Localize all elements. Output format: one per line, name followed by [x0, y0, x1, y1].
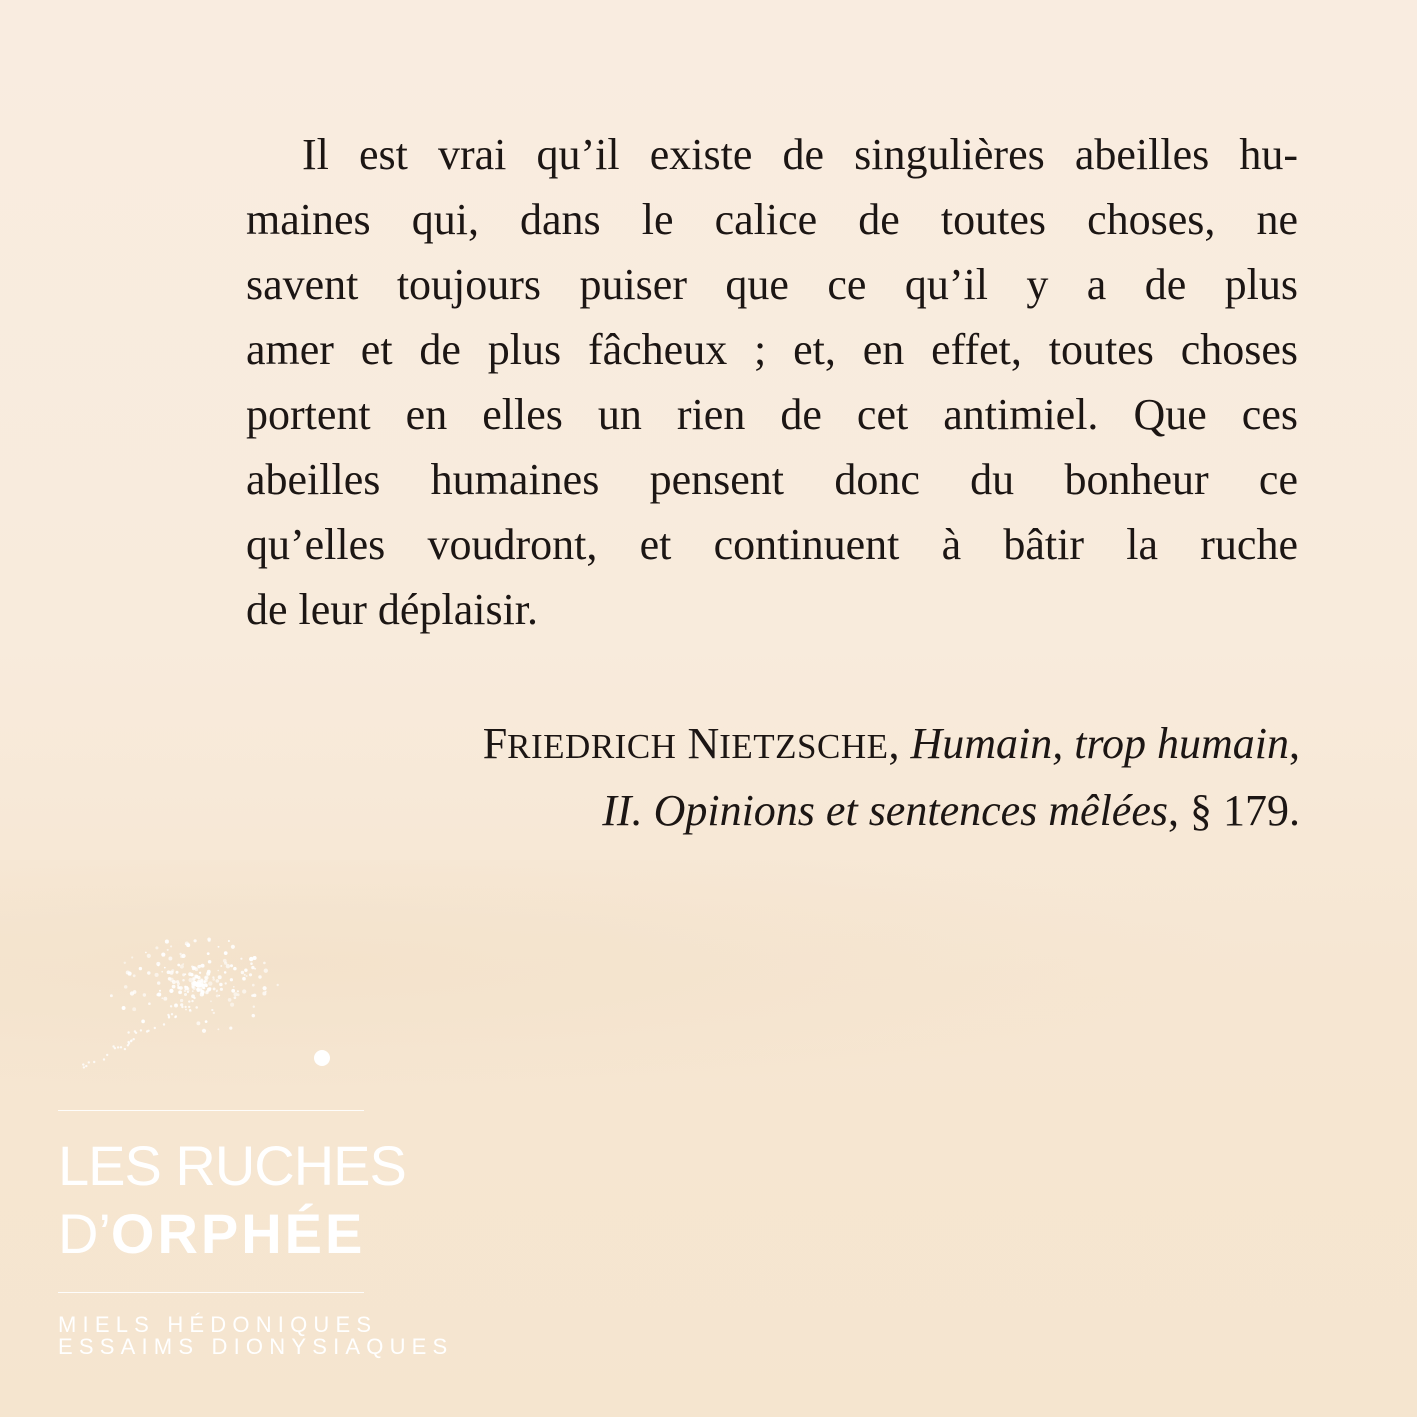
quote-line: abeilles humaines pensent donc du bonheur ce: [246, 455, 1298, 504]
brand-name-line-2: [58, 1200, 378, 1268]
author-initial: F: [482, 719, 508, 768]
tagline-line-1: MIELS HÉDONIQUES: [58, 1312, 378, 1337]
author-smallcaps: RIEDRICH: [507, 727, 677, 766]
author-name: [483, 719, 889, 768]
citation-line-2: [200, 779, 1300, 843]
tagline-line-2: ESSAIMS DIONYSIAQUES: [58, 1334, 454, 1359]
quote-line: qu’elles voudront, et continuent à bâtir la ruche: [246, 520, 1298, 569]
author-initial: N: [687, 719, 720, 768]
section-title: II. Opinions et sentences mêlées: [602, 786, 1168, 835]
citation-comma: ,: [1289, 719, 1300, 768]
brand-name-line-1: LES RUCHES: [58, 1134, 406, 1197]
work-title: Humain, trop humain: [910, 719, 1289, 768]
citation-comma: ,: [888, 719, 900, 768]
citation: [200, 712, 1300, 843]
quote-line: portent en elles un rien de cet antimiel. Que ces: [246, 390, 1298, 439]
quote-line: Il est vrai qu’il existe de singulières abeilles hu-: [302, 130, 1298, 179]
quote-paragraph: [246, 122, 1298, 642]
section-reference: , § 179.: [1168, 786, 1300, 835]
quote-line: savent toujours puiser que ce qu’il y a de plus: [246, 260, 1298, 309]
citation-line-1: [200, 712, 1300, 779]
brand-prefix: D’: [58, 1202, 111, 1265]
quote-line: amer et de plus fâcheux ; et, en effet, toutes choses: [246, 325, 1298, 374]
logo-divider-bottom: [58, 1292, 364, 1293]
bee-swarm-icon: [58, 900, 366, 1080]
author-smallcaps: IETZSCHE: [719, 727, 889, 766]
quote-line: maines qui, dans le calice de toutes choses, ne: [246, 195, 1298, 244]
brand-name: ORPHÉE: [110, 1202, 366, 1265]
brand-logo: [58, 900, 454, 1370]
quote-line: de leur déplaisir.: [246, 585, 539, 634]
logo-divider-top: [58, 1110, 364, 1111]
brand-tagline: [58, 1312, 454, 1359]
